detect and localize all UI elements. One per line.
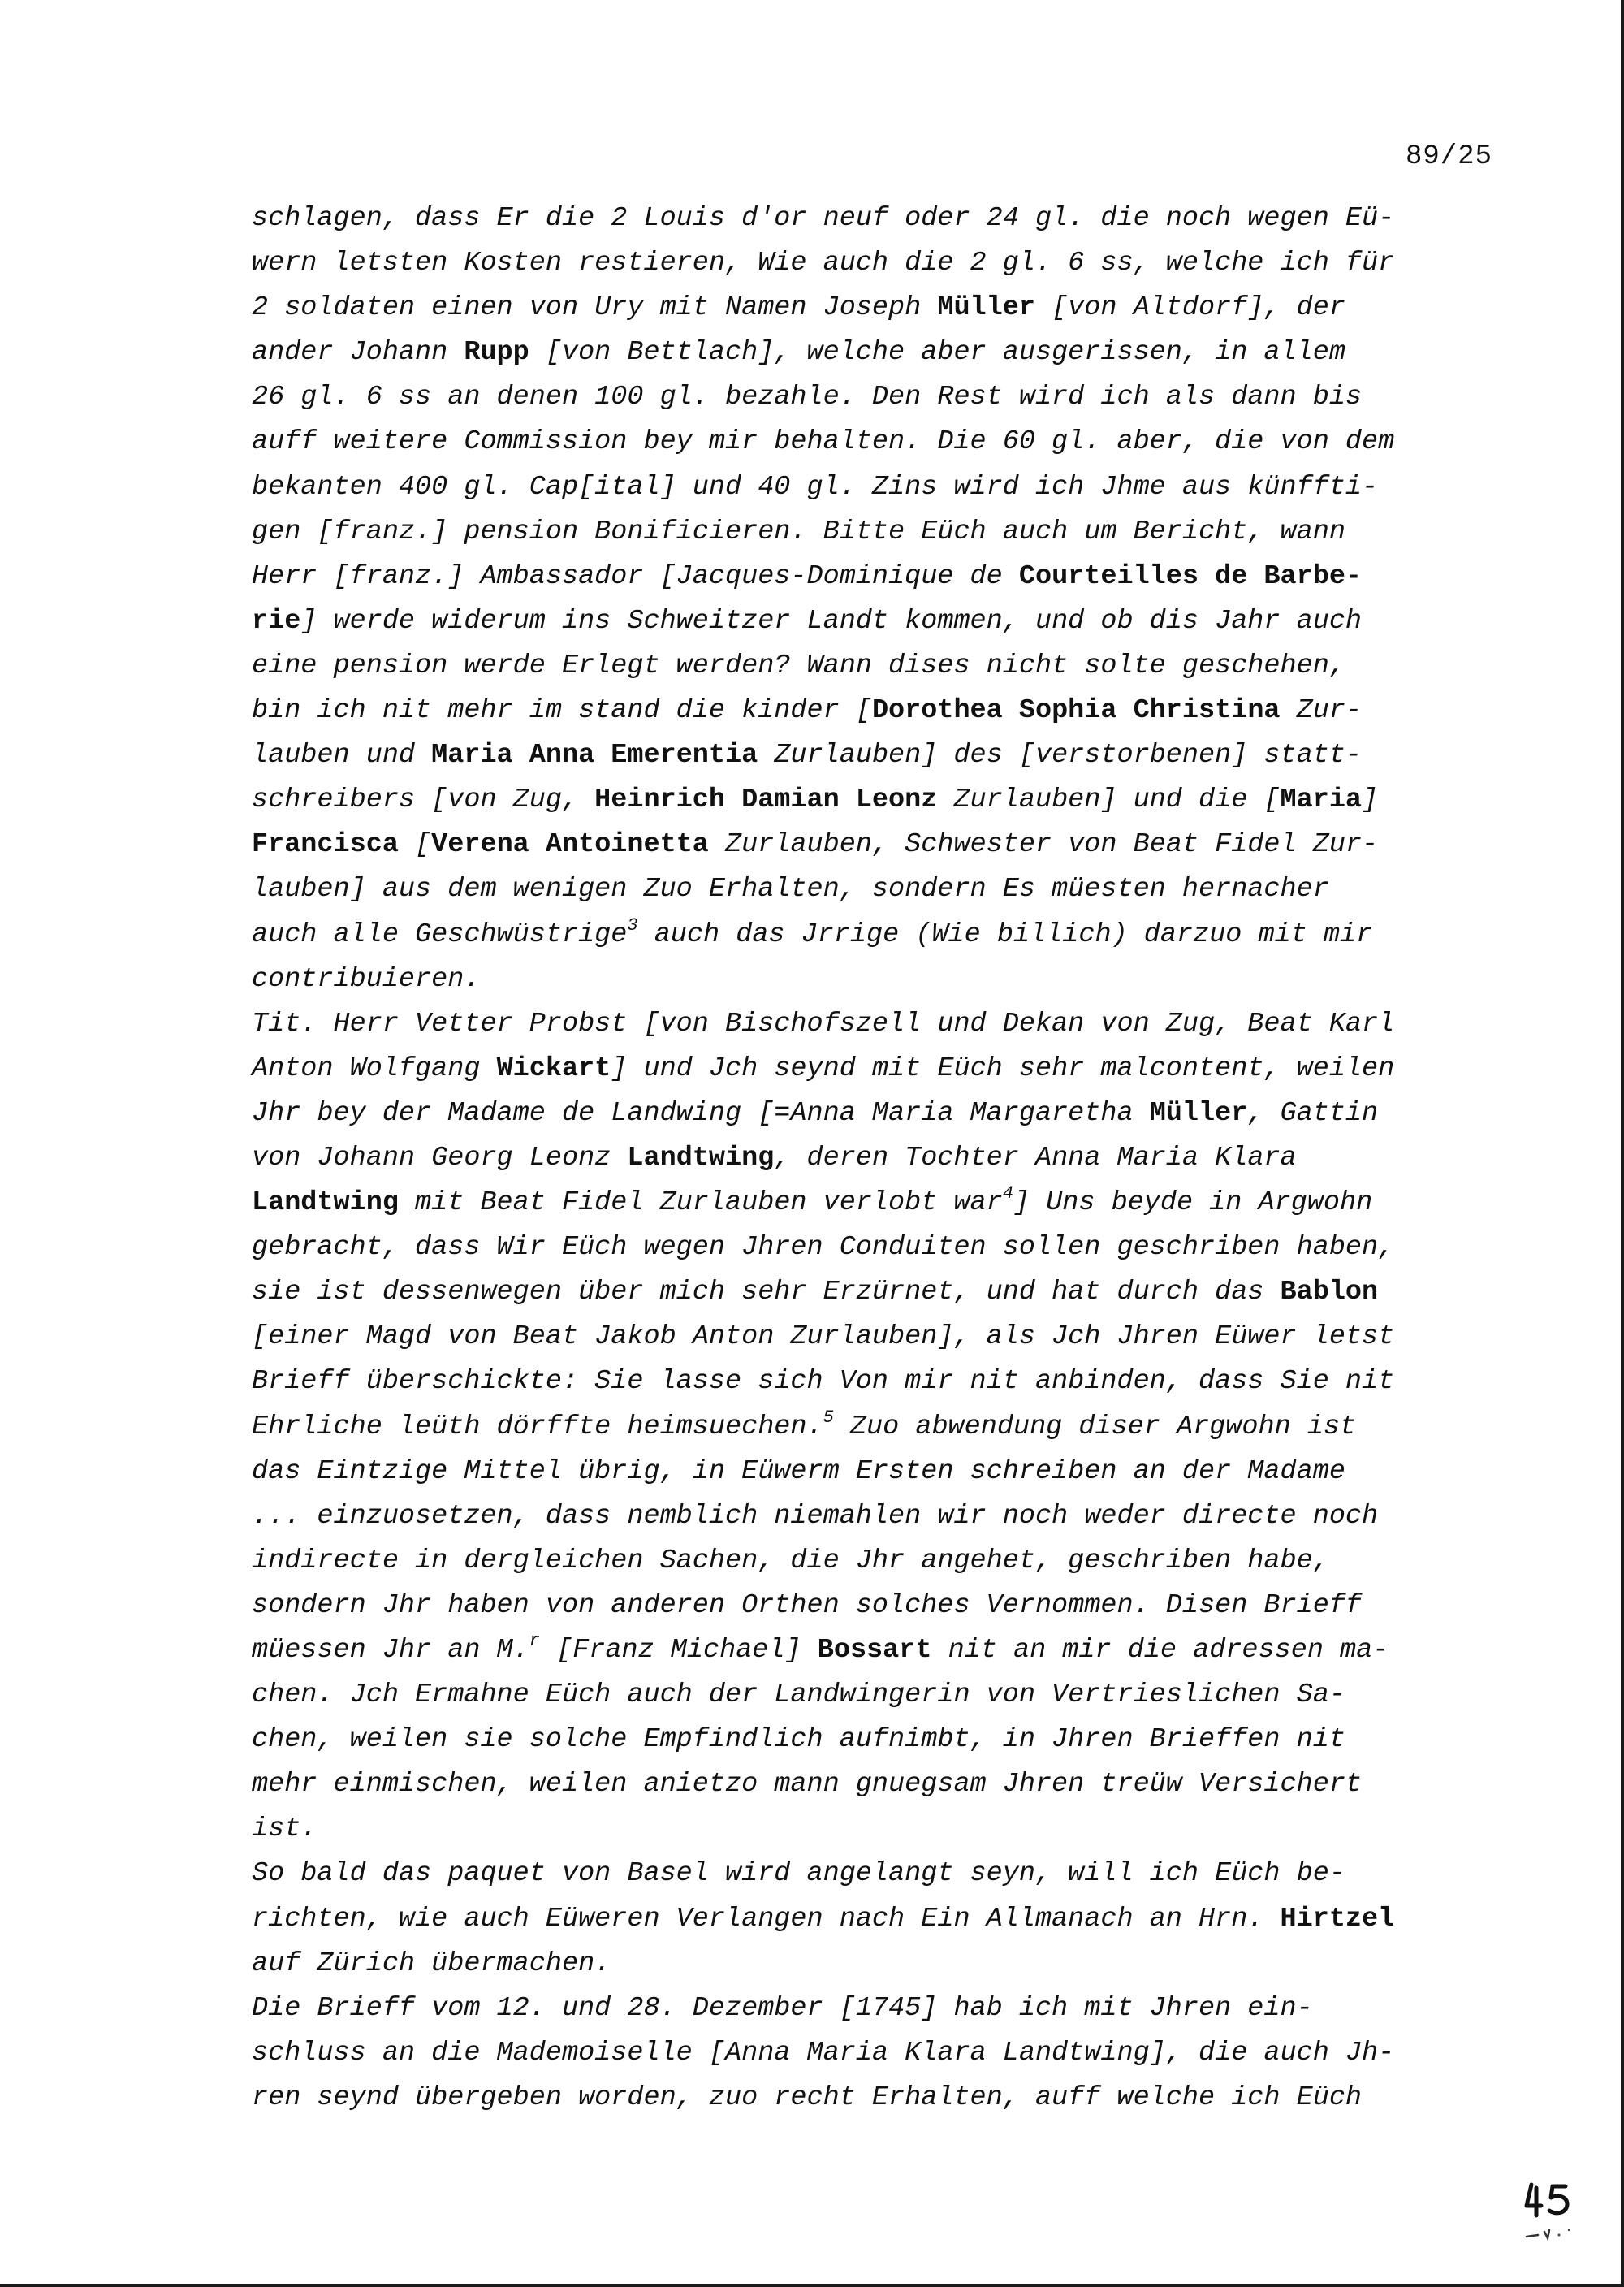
text-line: [einer Magd von Beat Jakob Anton Zurlauben], als Jch Jhren Eüwer letst xyxy=(252,1321,1395,1353)
footnote-marker: r xyxy=(529,1631,540,1651)
bold-name: Müller xyxy=(937,292,1035,324)
text-line: eine pension werde Erlegt werden? Wann dises nicht solte geschehen, xyxy=(252,650,1345,681)
text-line: schreibers [von Zug, Heinrich Damian Leonz Zurlauben] und die [Maria] xyxy=(252,785,1379,816)
text-line: chen, weilen sie solche Empfindlich aufnimbt, in Jhren Brieffen nit xyxy=(252,1724,1345,1756)
text-line: auch alle Geschwüstrige$^3$ auch das Jrrige (Wie billich) darzuo mit mir xyxy=(252,914,1373,950)
text-line: gen [franz.] pension Bonificieren. Bitte Eüch auch um Bericht, wann xyxy=(252,516,1345,547)
bold-name: Maria Anna Emerentia xyxy=(431,740,758,772)
bold-name: rie xyxy=(252,605,301,637)
bold-name: Müller xyxy=(1149,1097,1248,1129)
text-line: ander Johann Rupp [von Bettlach], welche aber ausgerissen, in allem xyxy=(252,337,1345,369)
bold-name: Landtwing xyxy=(252,1187,399,1219)
text-line: Tit. Herr Vetter Probst [von Bischofszell und Dekan von Zug, Beat Karl xyxy=(252,1008,1395,1040)
bold-name: Verena Antoinetta xyxy=(431,829,709,861)
text-line: sie ist dessenwegen über mich sehr Erzürnet, und hat durch das Bablon xyxy=(252,1277,1379,1308)
text-line: ... einzuosetzen, dass nemblich niemahlen wir noch weder directe noch xyxy=(252,1500,1379,1532)
text-line: Ehrliche leüth dörffte heimsuechen.$^5$ Zuo abwendung diser Argwohn ist xyxy=(252,1407,1357,1442)
text-line: chen. Jch Ermahne Eüch auch der Landwingerin von Vertrieslichen Sa- xyxy=(252,1680,1345,1711)
bold-name: Maria xyxy=(1280,785,1363,816)
text-line: mehr einmischen, weilen anietzo mann gnuegsam Jhren treüw Versichert xyxy=(252,1769,1363,1801)
text-line: 26 gl. 6 ss an denen 100 gl. bezahle. Den Rest wird ich als dann bis xyxy=(252,382,1363,413)
text-line: indirecte in dergleichen Sachen, die Jhr angehet, geschriben habe, xyxy=(252,1545,1329,1576)
text-line: Jhr bey der Madame de Landwing [=Anna Maria Margaretha Müller, Gattin xyxy=(252,1097,1379,1129)
text-line: contribuieren. xyxy=(252,963,481,995)
text-line: rie] werde widerum ins Schweitzer Landt kommen, und ob dis Jahr auch xyxy=(252,605,1363,637)
text-line: ist. xyxy=(252,1814,317,1845)
text-line: lauben und Maria Anna Emerentia Zurlauben] des [verstorbenen] statt- xyxy=(252,740,1363,772)
bold-name: Landtwing xyxy=(627,1142,775,1174)
folio-stamp xyxy=(1520,2178,1585,2251)
text-line: Herr [franz.] Ambassador [Jacques-Dominique de Courteilles de Barbe- xyxy=(252,560,1363,592)
bold-name: Heinrich Damian Leonz xyxy=(594,785,938,816)
text-line: schlagen, dass Er die 2 Louis d'or neuf oder 24 gl. die noch wegen Eü- xyxy=(252,203,1395,234)
text-line: Landtwing mit Beat Fidel Zurlauben verlobt war$^4$] Uns beyde in Argwohn xyxy=(252,1183,1373,1219)
bold-name: Courteilles de Barbe- xyxy=(1018,560,1363,592)
text-line: wern letsten Kosten restieren, Wie auch die 2 gl. 6 ss, welche ich für xyxy=(252,248,1395,279)
bold-name: Dorothea Sophia Christina xyxy=(871,695,1281,727)
text-line: auf Zürich übermachen. xyxy=(252,1948,611,1979)
text-line: Brieff überschickte: Sie lasse sich Von mir nit anbinden, dass Sie nit xyxy=(252,1366,1395,1398)
text-line: auff weitere Commission bey mir behalten. Die 60 gl. aber, die von dem xyxy=(252,426,1395,458)
bold-name: Rupp xyxy=(464,337,529,369)
page-number: 89/25 xyxy=(1405,141,1492,172)
text-line: von Johann Georg Leonz Landtwing, deren Tochter Anna Maria Klara xyxy=(252,1142,1297,1174)
text-line: gebracht, dass Wir Eüch wegen Jhren Conduiten sollen geschriben haben, xyxy=(252,1232,1395,1264)
bold-name: Hirtzel xyxy=(1280,1903,1395,1935)
text-line: Francisca [Verena Antoinetta Zurlauben, Schwester von Beat Fidel Zur- xyxy=(252,829,1379,861)
text-line: Die Brieff vom 12. und 28. Dezember [1745] hab ich mit Jhren ein- xyxy=(252,1992,1313,2024)
footnote-marker: 3 xyxy=(627,914,638,936)
text-line: lauben] aus dem wenigen Zuo Erhalten, sondern Es müesten hernacher xyxy=(252,874,1329,906)
bold-name: Francisca xyxy=(252,829,399,861)
text-line: schluss an die Mademoiselle [Anna Maria Klara Landtwing], die auch Jh- xyxy=(252,2037,1395,2069)
text-line: richten, wie auch Eüweren Verlangen nach Ein Allmanach an Hrn. Hirtzel xyxy=(252,1903,1395,1935)
text-line: ren seynd übergeben worden, zuo recht Erhalten, auff welche ich Eüch xyxy=(252,2082,1363,2113)
bold-name: Wickart xyxy=(496,1053,611,1084)
text-line: So bald das paquet von Basel wird angelangt seyn, will ich Eüch be- xyxy=(252,1858,1345,1890)
text-line: Anton Wolfgang Wickart] und Jch seynd mit Eüch sehr malcontent, weilen xyxy=(252,1053,1395,1084)
footnote-marker: 4 xyxy=(1002,1183,1013,1204)
document-body xyxy=(252,197,1502,2121)
text-line: sondern Jhr haben von anderen Orthen solches Vernommen. Disen Brieff xyxy=(252,1589,1363,1621)
bold-name: Bablon xyxy=(1280,1277,1379,1308)
text-line: müessen Jhr an M.$^r$ [Franz Michael] Bossart nit an mir die adressen ma- xyxy=(252,1631,1389,1666)
bold-name: Bossart xyxy=(817,1635,932,1666)
text-line: bekanten 400 gl. Cap[ital] und 40 gl. Zins wird ich Jhme aus künffti- xyxy=(252,471,1379,503)
text-line: das Eintzige Mittel übrig, in Eüwerm Ersten schreiben an der Madame xyxy=(252,1455,1345,1487)
footnote-marker: 5 xyxy=(823,1407,834,1428)
text-line: 2 soldaten einen von Ury mit Namen Joseph Müller [von Altdorf], der xyxy=(252,292,1345,324)
text-line: bin ich nit mehr im stand die kinder [Dorothea Sophia Christina Zur- xyxy=(252,695,1363,727)
